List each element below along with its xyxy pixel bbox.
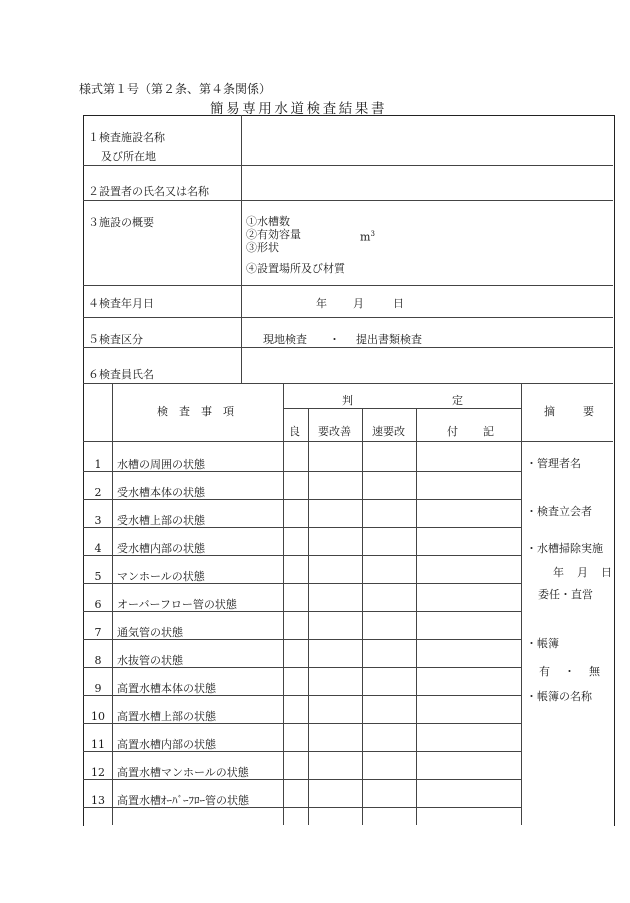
row-number: 7 <box>94 626 102 639</box>
row-item: 高置水槽内部の状態 <box>117 738 216 751</box>
row-number: 4 <box>94 542 102 555</box>
remark-ledger: ・帳簿 <box>526 637 559 650</box>
category-separator: ・ <box>329 333 340 346</box>
category-onsite: 現地検査 <box>263 333 307 346</box>
remark-cleaning-day: 日 <box>601 566 612 579</box>
form-number: 様式第１号（第２条、第４条関係） <box>79 82 272 96</box>
table-col-line <box>283 383 284 825</box>
row-item: 高置水槽ｵｰﾊﾞｰﾌﾛｰ管の状態 <box>117 794 249 807</box>
summary-header-1: 摘 <box>544 405 555 418</box>
row-number: 8 <box>94 654 102 667</box>
table-row-line <box>83 611 521 612</box>
table-row-line <box>83 723 521 724</box>
table-row-line <box>83 471 521 472</box>
overview-label: ３施設の概要 <box>88 216 154 229</box>
table-row-line <box>83 583 521 584</box>
overview-shape: ③形状 <box>246 241 279 254</box>
info-row-line <box>83 165 613 166</box>
category-documents: 提出書類検査 <box>356 333 422 346</box>
row-item: 通気管の状態 <box>117 626 183 639</box>
row-item: 高置水槽本体の状態 <box>117 682 216 695</box>
owner-label: ２設置者の氏名又は名称 <box>88 185 209 198</box>
remark-cleaning-year: 年 <box>553 566 564 579</box>
remark-ledger-no: 無 <box>589 665 600 678</box>
overview-location-material: ④設置場所及び材質 <box>246 262 345 275</box>
col-note-1: 付 <box>447 425 458 438</box>
row-item: 水槽の周囲の状態 <box>117 458 205 471</box>
table-row-line <box>83 751 521 752</box>
col-urgent: 速要改 <box>372 425 405 438</box>
remark-cleaning-month: 月 <box>577 566 588 579</box>
col-needs-improvement: 要改善 <box>318 425 351 438</box>
remark-ledger-separator: ・ <box>564 665 575 678</box>
table-row-line <box>83 639 521 640</box>
row-number: 1 <box>94 458 102 471</box>
row-item: 水抜管の状態 <box>117 654 183 667</box>
row-number: 2 <box>94 486 102 499</box>
row-item: 受水槽内部の状態 <box>117 542 205 555</box>
remark-entrust: 委任・直営 <box>538 588 593 601</box>
date-year: 年 <box>316 297 327 310</box>
remark-witness: ・検査立会者 <box>526 505 592 518</box>
row-number: 9 <box>94 682 102 695</box>
col-good: 良 <box>289 425 300 438</box>
col-note-2: 記 <box>483 425 494 438</box>
table-row-line <box>83 499 521 500</box>
table-row-line <box>83 779 521 780</box>
remark-ledger-name: ・帳簿の名称 <box>526 690 592 703</box>
remark-ledger-yes: 有 <box>539 665 550 678</box>
category-label: ５検査区分 <box>88 333 143 346</box>
row-item: 受水槽本体の状態 <box>117 486 205 499</box>
table-col-line <box>521 383 522 825</box>
row-number: 3 <box>94 514 102 527</box>
document-title: 簡易専用水道検査結果書 <box>210 101 388 117</box>
judgement-split-line <box>283 408 521 409</box>
table-row-line <box>83 667 521 668</box>
row-number: 10 <box>91 710 105 723</box>
table-row-line <box>83 555 521 556</box>
inspector-label: ６検査員氏名 <box>88 368 154 381</box>
facility-location-label: 及び所在地 <box>101 150 156 163</box>
judgement-header-2: 定 <box>452 394 463 407</box>
summary-header-2: 要 <box>583 405 594 418</box>
overview-capacity: ②有効容量 <box>246 228 301 241</box>
date-month: 月 <box>353 297 364 310</box>
table-row-line <box>83 527 521 528</box>
row-number: 6 <box>94 598 102 611</box>
facility-name-label: １検査施設名称 <box>88 131 165 144</box>
info-row-line <box>83 200 613 201</box>
judgement-header-1: 判 <box>342 394 353 407</box>
row-number: 13 <box>91 794 105 807</box>
row-number: 12 <box>91 766 105 779</box>
overview-tanks: ①水槽数 <box>246 215 290 228</box>
table-row-line <box>83 441 613 442</box>
table-row-line <box>83 695 521 696</box>
row-item: 高置水槽マンホールの状態 <box>117 766 249 779</box>
info-row-line <box>83 317 613 318</box>
remark-manager: ・管理者名 <box>526 457 581 470</box>
remark-cleaning: ・水槽掃除実施 <box>526 542 603 555</box>
row-number: 11 <box>91 738 105 751</box>
info-row-line <box>83 347 613 348</box>
info-row-line <box>83 285 613 286</box>
row-number: 5 <box>94 570 102 583</box>
info-row-line <box>83 383 613 384</box>
capacity-unit: $m^3$ <box>360 230 375 244</box>
date-label: ４検査年月日 <box>88 297 154 310</box>
table-row-line <box>83 807 521 808</box>
row-item: オーバーフロー管の状態 <box>117 598 237 611</box>
item-header: 検 査 事 項 <box>157 405 234 418</box>
row-item: 高置水槽上部の状態 <box>117 710 216 723</box>
row-item: 受水槽上部の状態 <box>117 514 205 527</box>
table-col-line <box>112 383 113 825</box>
row-item: マンホールの状態 <box>117 570 205 583</box>
date-day: 日 <box>393 297 404 310</box>
info-divider <box>241 115 242 383</box>
